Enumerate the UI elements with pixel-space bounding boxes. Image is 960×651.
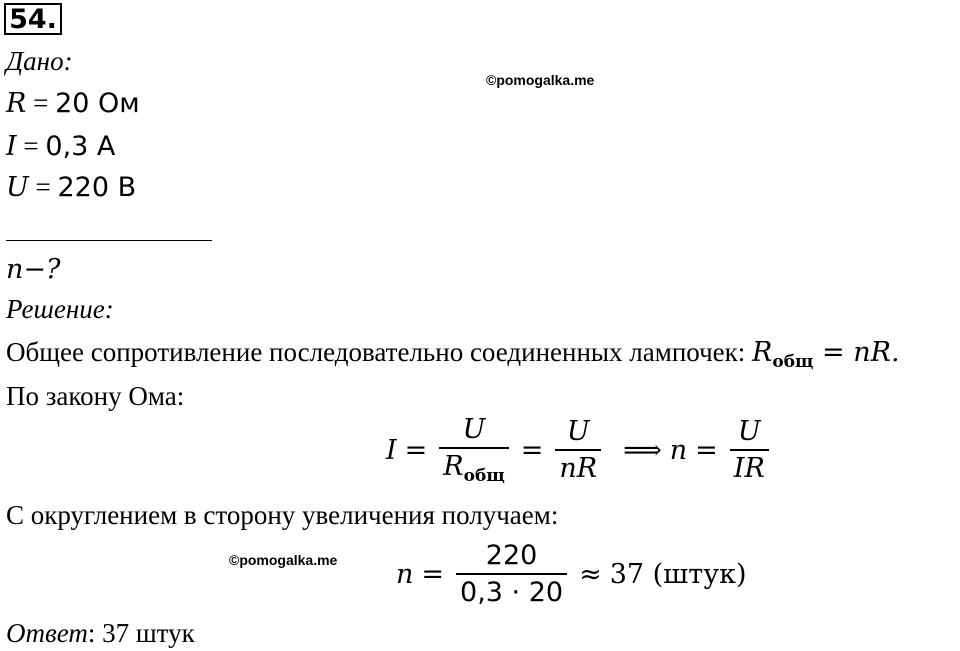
given-line-r: R = 20 Ом <box>6 88 140 119</box>
fraction-u-ir: $\frac{U}{IR}$ <box>730 416 769 484</box>
given-label: Дано: <box>6 46 73 76</box>
calc-equation: n = $\frac{220}{0,3 \cdot 20}$ ≈ 37 (штук) <box>396 540 747 608</box>
fraction-u-rtotal: $\frac{U}{R_{общ}}$ <box>439 414 508 486</box>
fraction-calc: $\frac{220}{0,3 \cdot 20}$ <box>456 540 567 608</box>
answer-label: Ответ <box>6 618 88 648</box>
solution-text-3: С округлением в сторону увеличения получаем: <box>6 500 559 530</box>
solution-text-2: По закону Ома: <box>6 381 185 411</box>
problem-number: 54. <box>4 3 62 35</box>
given-divider <box>6 240 212 241</box>
answer <box>6 618 195 649</box>
solution-text-1: Общее сопротивление последовательно соединенных лампочек: <box>6 337 746 367</box>
solution-line-1 <box>6 337 900 372</box>
watermark-top: ©pomogalka.me <box>486 72 595 88</box>
formula-r-total: $R_{общ}$ = nR. <box>752 337 900 372</box>
unknown: n−? <box>6 254 61 285</box>
calc-result: 37 (штук) <box>609 558 747 590</box>
ohm-law-equation: I = $\frac{U}{R_{общ}}$ = $\frac{U}{nR}$ ⟹ n = $\frac{U}{IR}$ <box>386 414 773 486</box>
given-line-i: I = 0,3 А <box>6 131 116 162</box>
watermark-bottom: ©pomogalka.me <box>229 552 338 568</box>
given-line-u: U = 220 В <box>6 172 137 203</box>
solution-label: Решение: <box>6 294 114 324</box>
fraction-u-nr: $\frac{U}{nR}$ <box>555 416 601 484</box>
answer-text: : 37 штук <box>87 618 195 648</box>
